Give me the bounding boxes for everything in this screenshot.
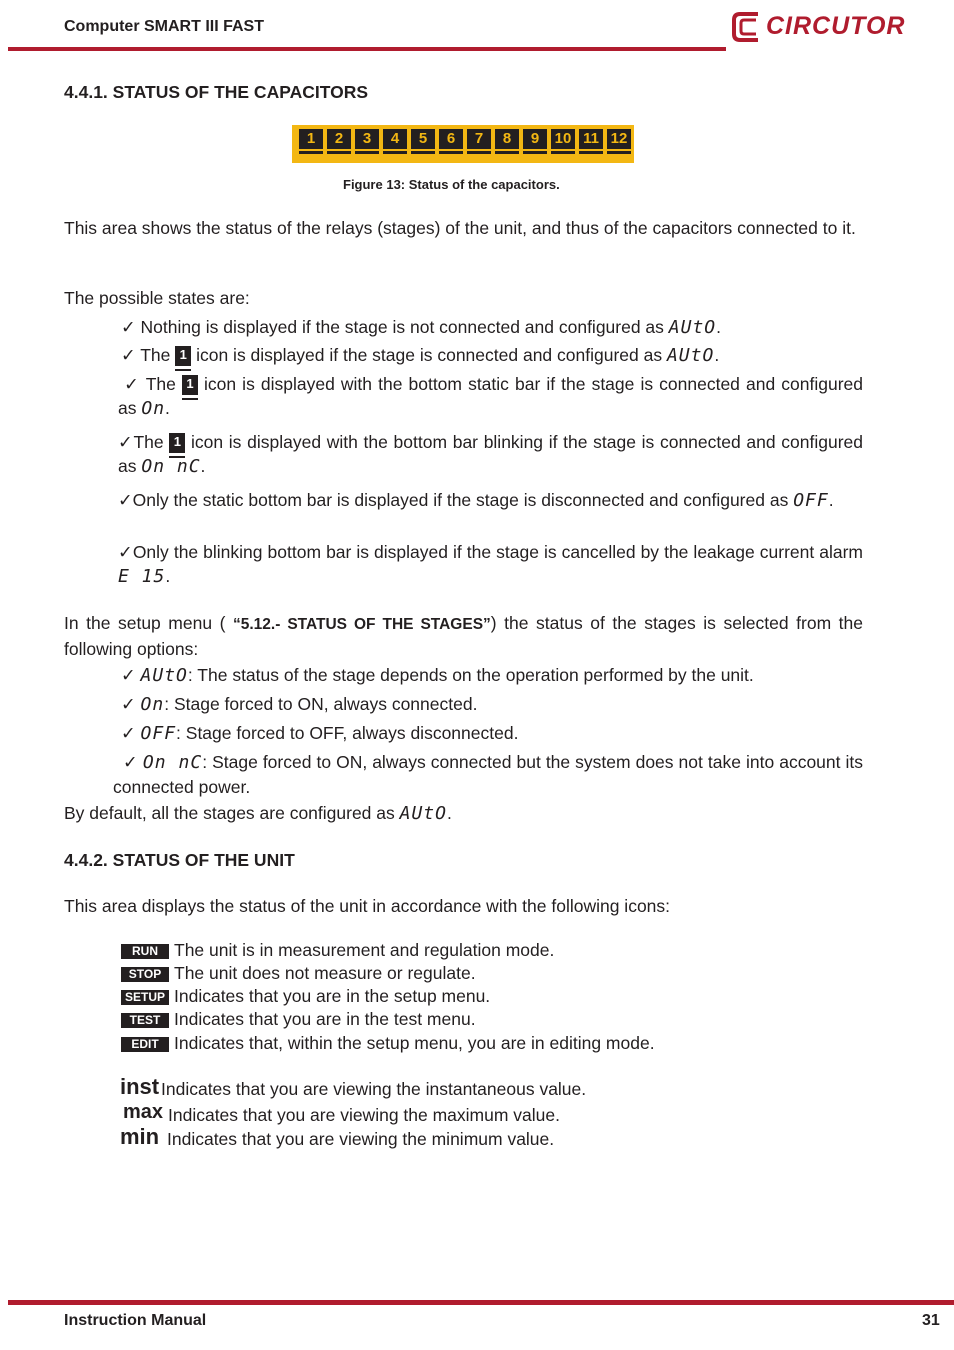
option-item: ✓ On nC: Stage forced to ON, always connected but the system does not take into account its connected power. (113, 752, 864, 797)
stage-bottom-bar (467, 151, 491, 154)
stage-bottom-bar (523, 151, 547, 154)
min-icon: min (120, 1124, 160, 1149)
figure-caption: Figure 13: Status of the capacitors. (343, 177, 560, 192)
icon-description: Indicates that, within the setup menu, you are in editing mode. (174, 1033, 655, 1053)
document-title: Computer SMART III FAST (64, 18, 264, 35)
test-icon: TEST (121, 1013, 169, 1028)
logo-mark-icon (730, 8, 764, 46)
footer-manual-label: Instruction Manual (64, 1312, 207, 1329)
state-item: ✓ The 1 icon is displayed with the bottom static bar if the stage is connected and configured as On. (118, 374, 863, 419)
inst-icon: inst (120, 1074, 160, 1099)
value-description: Indicates that you are viewing the minimum value. (167, 1129, 555, 1149)
state-item: ✓ The 1 icon is displayed if the stage is connected and configured as AUtO. (121, 345, 720, 366)
state-item: ✓Only the blinking bottom bar is displayed if the stage is cancelled by the leakage current alarm E 15. (118, 542, 863, 587)
circutor-logo (730, 8, 910, 46)
stage-icon: 1 (175, 346, 191, 366)
stage-cell: 7 (467, 129, 491, 149)
paragraph-default: By default, all the stages are configured as AUtO. (64, 803, 452, 824)
stage-cell: 6 (439, 129, 463, 149)
stage-cell: 9 (523, 129, 547, 149)
stage-icon-blinking-bar: 1 (169, 433, 185, 453)
option-item: ✓ AUtO: The status of the stage depends on the operation performed by the unit. (121, 665, 754, 686)
stage-cell: 1 (299, 129, 323, 149)
icon-description: Indicates that you are in the setup menu. (174, 986, 491, 1006)
stage-icon-static-bar: 1 (182, 375, 198, 395)
icon-description: The unit is in measurement and regulation mode. (174, 940, 555, 960)
edit-icon: EDIT (121, 1037, 169, 1052)
stage-cell: 5 (411, 129, 435, 149)
value-description: Indicates that you are viewing the maximum value. (168, 1105, 560, 1125)
stage-bottom-bar (411, 151, 435, 154)
stage-bottom-bar (551, 151, 575, 154)
paragraph-states: The possible states are: (64, 288, 250, 308)
stage-cell: 4 (383, 129, 407, 149)
stage-cell: 12 (607, 129, 631, 149)
value-description: Indicates that you are viewing the instantaneous value. (161, 1079, 587, 1099)
paragraph-intro: This area shows the status of the relays (stages) of the unit, and thus of the capacitors connected to it. (64, 218, 856, 238)
section-reference: “5.12.- STATUS OF THE STAGES” (232, 616, 491, 633)
stage-cell: 10 (551, 129, 575, 149)
capacitor-status-bar (292, 125, 634, 163)
state-item: ✓The 1 icon is displayed with the bottom bar blinking if the stage is connected and configured as On nC. (118, 432, 863, 477)
paragraph-unit-intro: This area displays the status of the unit in accordance with the following icons: (64, 896, 671, 916)
stage-cell: 8 (495, 129, 519, 149)
header-rule (8, 47, 726, 51)
stop-icon: STOP (121, 967, 169, 982)
section-heading-unit: 4.4.2. STATUS OF THE UNIT (64, 850, 295, 870)
state-item: ✓Only the static bottom bar is displayed if the stage is disconnected and configured as OFF. (118, 490, 834, 511)
page-number: 31 (922, 1312, 940, 1329)
option-item: ✓ OFF: Stage forced to OFF, always disconnected. (121, 723, 519, 744)
stage-bottom-bar (439, 151, 463, 154)
stage-cell: 2 (327, 129, 351, 149)
brand-name: CIRCUTOR (766, 12, 906, 40)
paragraph-setup: In the setup menu ( “5.12.- STATUS OF THE STAGES”) the status of the stages is selected from the following options: (64, 613, 863, 659)
stage-bottom-bar (355, 151, 379, 154)
option-item: ✓ On: Stage forced to ON, always connected. (121, 694, 478, 715)
stage-bottom-bar (299, 151, 323, 154)
run-icon: RUN (121, 944, 169, 959)
footer-rule (8, 1300, 954, 1305)
setup-icon: SETUP (121, 990, 169, 1005)
stage-cell: 3 (355, 129, 379, 149)
icon-description: The unit does not measure or regulate. (174, 963, 476, 983)
state-item: ✓ Nothing is displayed if the stage is not connected and configured as AUtO. (121, 317, 722, 338)
icon-description: Indicates that you are in the test menu. (174, 1009, 476, 1029)
stage-bottom-bar (327, 151, 351, 154)
max-icon: max (123, 1101, 164, 1123)
section-heading-capacitors: 4.4.1. STATUS OF THE CAPACITORS (64, 82, 369, 102)
stage-bottom-bar (607, 151, 631, 154)
stage-bottom-bar (495, 151, 519, 154)
stage-cell: 11 (579, 129, 603, 149)
stage-bottom-bar (383, 151, 407, 154)
stage-bottom-bar (579, 151, 603, 154)
